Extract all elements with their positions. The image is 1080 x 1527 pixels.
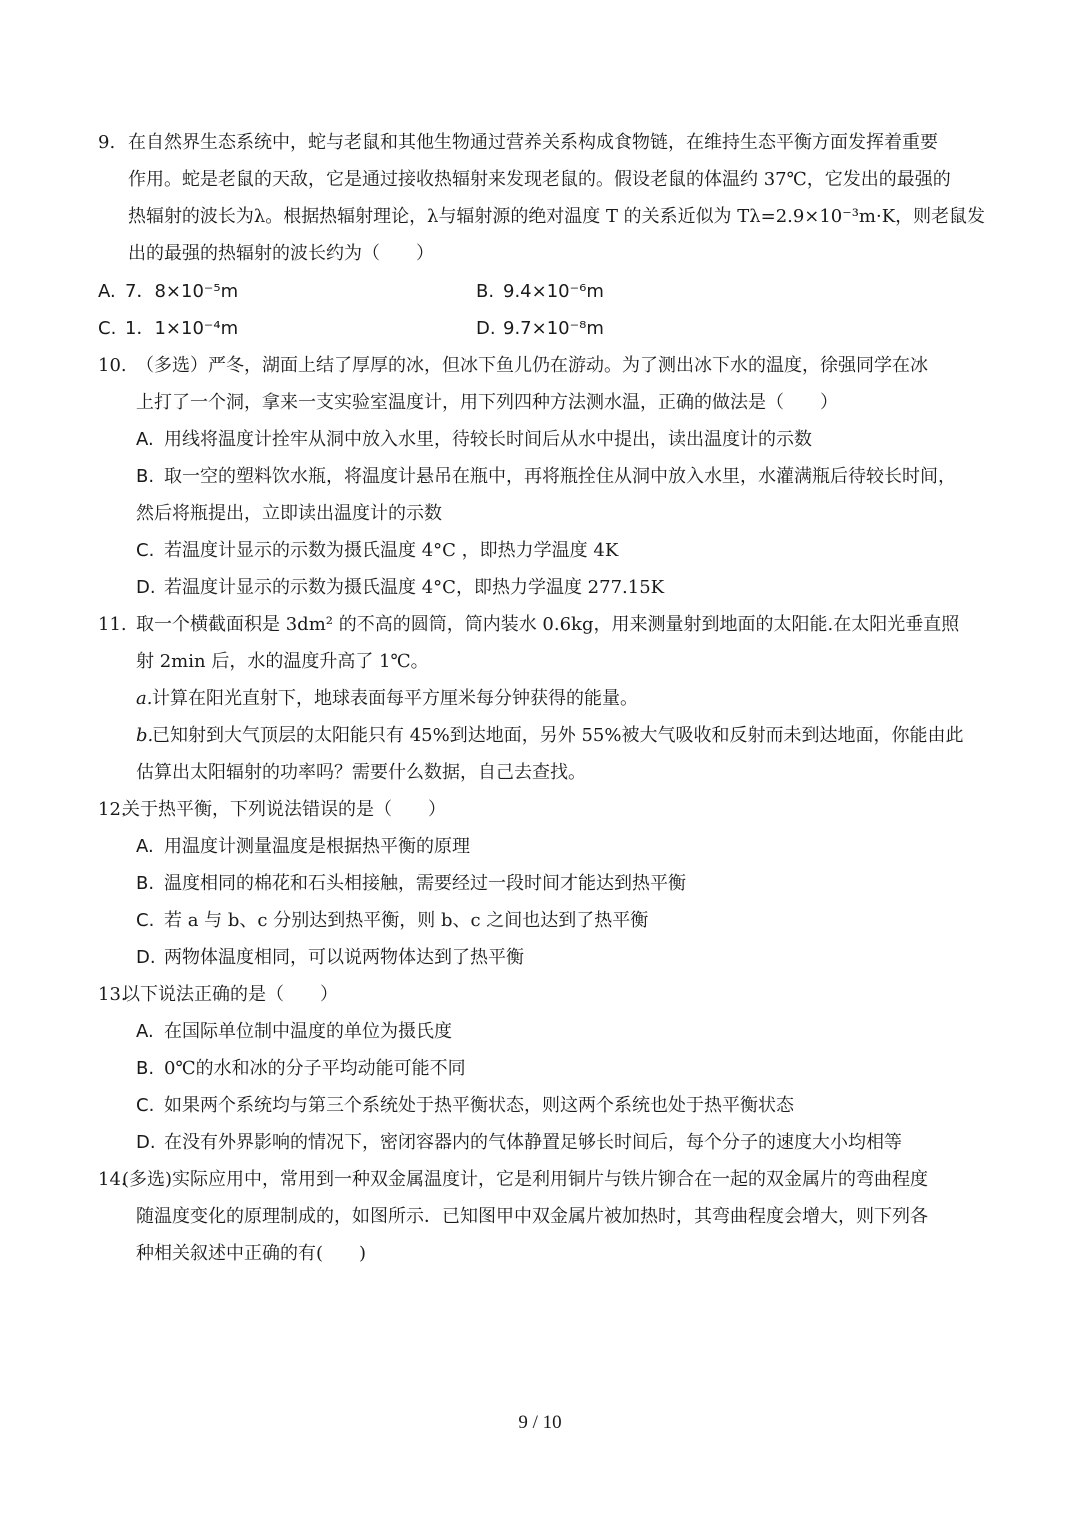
question-number: 12.: [98, 799, 127, 820]
option-label: D.: [476, 318, 496, 339]
question-13: [0, 976, 1080, 1013]
question-10: [0, 347, 1080, 384]
question-text-line: 热辐射的波长为λ。根据热辐射理论，λ与辐射源的绝对温度 T 的关系近似为 Tλ=2.9×10⁻³m·K，则老鼠发: [128, 206, 986, 227]
question-number: 9.: [98, 132, 116, 153]
option-label: B.: [476, 281, 495, 302]
option-label: A.: [136, 1021, 154, 1042]
option-a: 用温度计测量温度是根据热平衡的原理: [164, 836, 470, 857]
part-label: b.: [136, 725, 154, 746]
part-a: 计算在阳光直射下，地球表面每平方厘米每分钟获得的能量。: [152, 688, 638, 709]
question-text-line: 以下说法正确的是（ ）: [122, 984, 338, 1005]
question-11: [0, 606, 1080, 643]
question-12: [0, 791, 1080, 828]
option-label: D.: [136, 947, 156, 968]
question-number: 14.: [98, 1169, 127, 1190]
option-b: 温度相同的棉花和石头相接触，需要经过一段时间才能达到热平衡: [164, 873, 686, 894]
option-label: B.: [136, 466, 155, 487]
option-a: 7．8×10⁻⁵m: [125, 281, 239, 302]
part-label: a.: [136, 688, 153, 709]
option-label: C.: [98, 318, 117, 339]
question-text-line: 在自然界生态系统中，蛇与老鼠和其他生物通过营养关系构成食物链，在维持生态平衡方面发挥着重要: [128, 132, 938, 153]
option-b: 9.4×10⁻⁶m: [503, 281, 604, 302]
question-number: 11.: [98, 614, 127, 635]
option-label: B.: [136, 1058, 155, 1079]
question-text-line: （多选）严冬，湖面上结了厚厚的冰，但冰下鱼儿仍在游动。为了测出冰下水的温度，徐强同学在冰: [136, 355, 928, 376]
option-label: A.: [136, 836, 154, 857]
option-a: 用线将温度计拴牢从洞中放入水里，待较长时间后从水中提出，读出温度计的示数: [164, 429, 812, 450]
option-label: A.: [98, 281, 116, 302]
option-d: 在没有外界影响的情况下，密闭容器内的气体静置足够长时间后，每个分子的速度大小均相等: [164, 1132, 902, 1153]
option-label: C.: [136, 910, 155, 931]
option-label: D.: [136, 1132, 156, 1153]
question-text-line: 射 2min 后，水的温度升高了 1℃。: [136, 651, 429, 672]
option-label: C.: [136, 1095, 155, 1116]
option-a: 在国际单位制中温度的单位为摄氏度: [164, 1021, 452, 1042]
question-9: [0, 124, 1080, 161]
question-14: [0, 1161, 1080, 1198]
question-number: 10.: [98, 355, 127, 376]
option-c: 若温度计显示的示数为摄氏温度 4°C ，即热力学温度 4K: [164, 540, 619, 561]
option-label: B.: [136, 873, 155, 894]
option-c: 若 a 与 b、c 分别达到热平衡，则 b、c 之间也达到了热平衡: [164, 910, 649, 931]
part-b-continued: 估算出太阳辐射的功率吗？需要什么数据，自己去查找。: [136, 762, 586, 783]
part-b: 已知射到大气顶层的太阳能只有 45%到达地面，另外 55%被大气吸收和反射而未到达地面，你能由此: [152, 725, 964, 746]
option-b: 取一空的塑料饮水瓶，将温度计悬吊在瓶中，再将瓶拴住从洞中放入水里，水灌满瓶后待较长时间，: [164, 466, 956, 487]
question-text-line: (多选)实际应用中，常用到一种双金属温度计，它是利用铜片与铁片铆合在一起的双金属片的弯曲程度: [122, 1169, 929, 1190]
page-number: 9 / 10: [518, 1412, 562, 1433]
option-c: 1．1×10⁻⁴m: [125, 318, 239, 339]
option-label: D.: [136, 577, 156, 598]
question-text-line: 上打了一个洞，拿来一支实验室温度计，用下列四种方法测水温，正确的做法是（ ）: [136, 392, 838, 413]
option-d: 两物体温度相同，可以说两物体达到了热平衡: [164, 947, 524, 968]
option-label: C.: [136, 540, 155, 561]
option-d: 若温度计显示的示数为摄氏温度 4°C，即热力学温度 277.15K: [164, 577, 665, 598]
question-text-line: 随温度变化的原理制成的，如图所示．已知图甲中双金属片被加热时，其弯曲程度会增大，则下列各: [136, 1206, 928, 1227]
question-number: 13.: [98, 984, 127, 1005]
question-text-line: 关于热平衡，下列说法错误的是（ ）: [122, 799, 446, 820]
question-text-line: 种相关叙述中正确的有( ): [136, 1243, 367, 1264]
option-label: A.: [136, 429, 154, 450]
option-b-continued: 然后将瓶提出，立即读出温度计的示数: [136, 503, 442, 524]
question-text-line: 作用。蛇是老鼠的天敌，它是通过接收热辐射来发现老鼠的。假设老鼠的体温约 37℃，它发出的最强的: [128, 169, 951, 190]
option-b: 0℃的水和冰的分子平均动能可能不同: [164, 1058, 466, 1079]
question-text-line: 取一个横截面积是 3dm² 的不高的圆筒，筒内装水 0.6kg，用来测量射到地面的太阳能.在太阳光垂直照: [136, 614, 960, 635]
option-c: 如果两个系统均与第三个系统处于热平衡状态，则这两个系统也处于热平衡状态: [164, 1095, 794, 1116]
option-d: 9.7×10⁻⁸m: [503, 318, 604, 339]
question-text-line: 出的最强的热辐射的波长约为（ ）: [128, 243, 434, 264]
